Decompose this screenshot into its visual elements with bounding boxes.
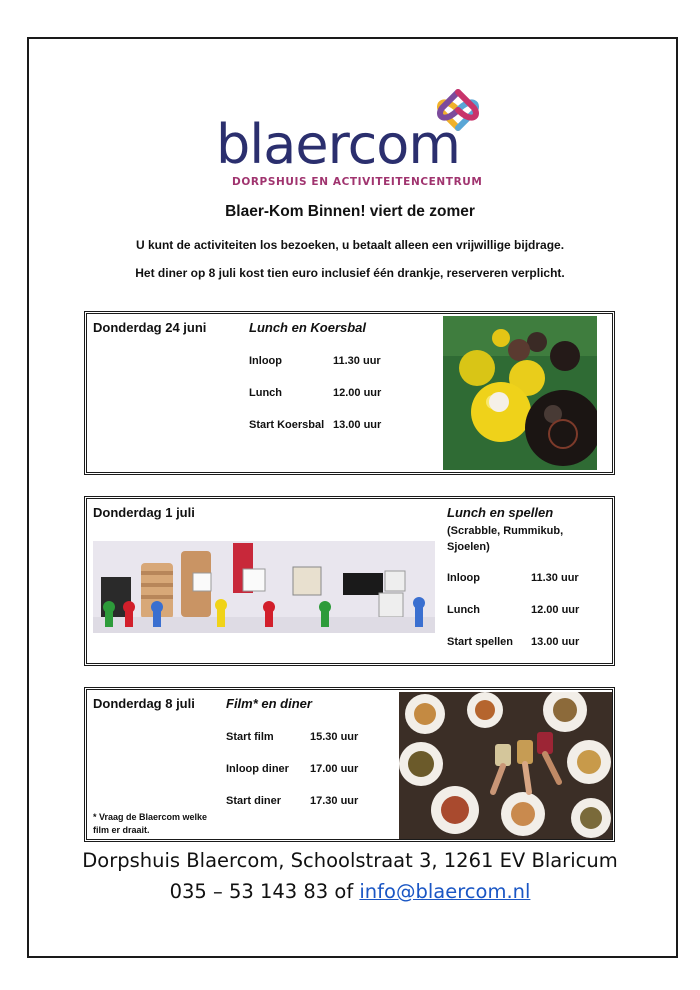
schedule-label: Lunch: [249, 387, 282, 399]
schedule-label: Inloop diner: [226, 763, 289, 775]
footer-phone: 035 – 53 143 83 of: [169, 880, 354, 903]
intro-line-1: U kunt de activiteiten los bezoeken, u betaalt alleen een vrijwillige bijdrage.: [135, 238, 565, 252]
schedule-time: 17.30 uur: [310, 795, 359, 807]
schedule-label: Inloop: [249, 355, 282, 367]
event-activity: Lunch en Koersbal: [249, 320, 367, 335]
schedule-time: 15.30 uur: [310, 731, 359, 743]
schedule-label: Start film: [226, 731, 274, 743]
schedule-time: 13.00 uur: [531, 636, 580, 648]
dinner-photo: [399, 692, 612, 839]
event-date: Donderdag 24 juni: [93, 320, 207, 335]
event-card-spellen: [84, 496, 615, 666]
event-card-film-diner: [84, 687, 615, 842]
event-activity: Lunch en spellen: [447, 505, 554, 520]
schedule-label: Start diner: [226, 795, 282, 807]
intro-line-2: Het diner op 8 juli kost tien euro inclusief één drankje, reserveren verplicht.: [135, 266, 565, 280]
event-card-koersbal: [84, 311, 615, 475]
schedule-time: 11.30 uur: [333, 355, 381, 367]
film-note: film er draait.: [93, 825, 150, 835]
event-date: Donderdag 1 juli: [93, 505, 195, 520]
film-note: * Vraag de Blaercom welke: [93, 812, 208, 822]
event-date: Donderdag 8 juli: [93, 696, 195, 711]
games-list: (Scrabble, Rummikub,: [447, 525, 564, 537]
event-activity: Film* en diner: [226, 696, 312, 711]
email-link[interactable]: info@blaercom.nl: [359, 880, 531, 903]
footer-contact: [0, 880, 700, 903]
schedule-label: Start Koersbal: [249, 419, 325, 431]
schedule-label: Start spellen: [447, 636, 514, 648]
schedule-time: 11.30 uur: [531, 572, 579, 584]
schedule-label: Lunch: [447, 604, 480, 616]
schedule-time: 12.00 uur: [333, 387, 382, 399]
page-title: Blaer-Kom Binnen! viert de zomer: [225, 203, 475, 220]
koersbal-photo: [443, 316, 597, 470]
schedule-label: Inloop: [447, 572, 480, 584]
schedule-time: 17.00 uur: [310, 763, 359, 775]
schedule-time: 13.00 uur: [333, 419, 382, 431]
logo-subtitle: DORPSHUIS EN ACTIVITEITENCENTRUM: [232, 176, 483, 188]
logo-wordmark: blaercom: [216, 113, 460, 176]
schedule-time: 12.00 uur: [531, 604, 580, 616]
games-list: Sjoelen): [447, 541, 490, 553]
board-games-photo: [93, 541, 435, 633]
footer-address: Dorpshuis Blaercom, Schoolstraat 3, 1261 EV Blaricum: [82, 849, 618, 872]
